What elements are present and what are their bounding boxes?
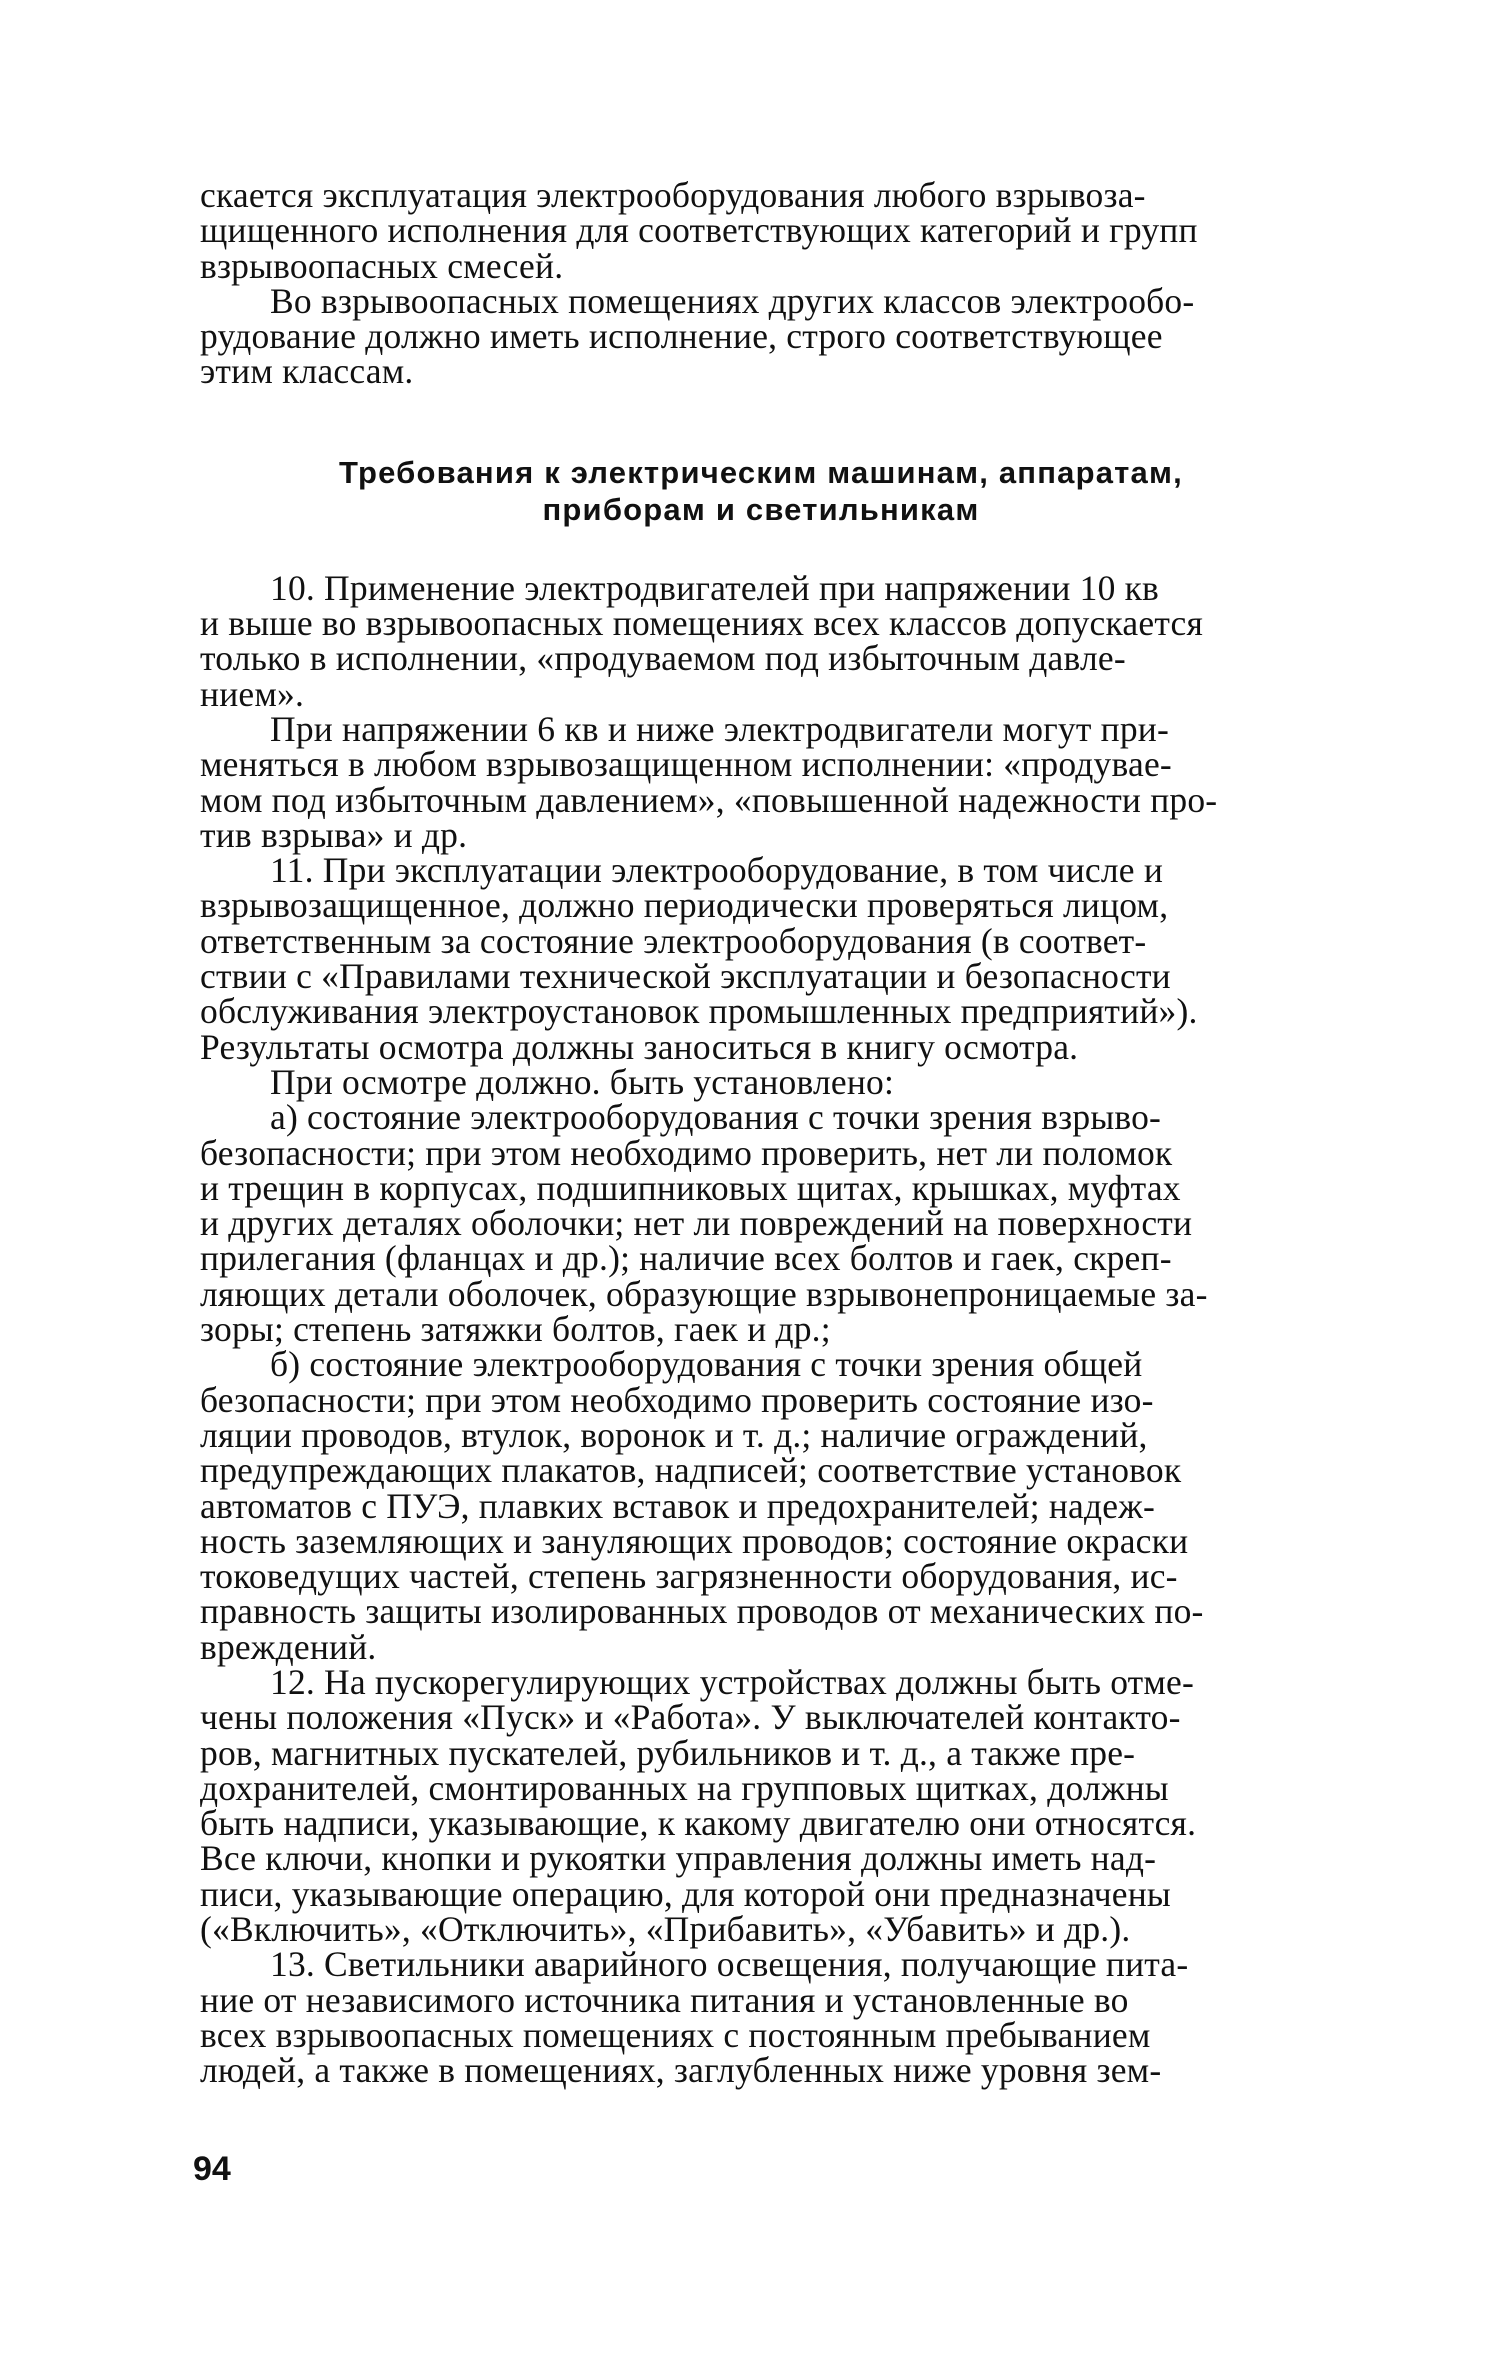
paragraph-intro-other-classes: Во взрывоопасных помещениях других классов электрообо- рудование должно иметь исполнение, строго соответствующее этим классам. [200,280,1195,392]
page-body [200,175,1322,2091]
paragraph-item-13: 13. Светильники аварийного освещения, получающие пита- ние от независимого источника питания и установленные во всех взрывоопасных помещениях с постоянным пребыванием людей, а также в помещениях, заглубленных ниже уровня зем- [200,1944,1189,2091]
paragraph-item-12: 12. На пускорегулирующих устройствах должны быть отме- чены положения «Пуск» и «Работа». У выключателей контакто- ров, магнитных пускателей, рубильников и т. д., а также пре- дохранителей, смонтированных на групповых щитках, должны быть надписи, указывающие, к какому двигателю они относятся. Все ключи, кнопки и рукоятки управления должны иметь над- писи, указывающие операцию, для которой они предназначены («Включить», «Отключить», «Прибавить», «Убавить» и др.). [200,1661,1197,1950]
paragraph-inspection-intro: При осмотре должно. быть установлено: [270,1061,895,1102]
section-heading: Требования к электрическим машинам, аппаратам, приборам и светильникам [339,454,1183,527]
paragraph-item-b: б) состояние электрооборудования с точки зрения общей безопасности; при этом необходимо проверить состояние изо- ляции проводов, втулок, воронок и т. д.; наличие ограждений, предупреждающих плакатов, надписей; соответствие установок автоматов с ПУЭ, плавких вставок и предохранителей; надеж- ность заземляющих и зануляющих проводов; состояние окраски токоведущих частей, степень загрязненности оборудования, ис- правность защиты изолированных проводов от механических по- вреждений. [200,1344,1204,1667]
paragraph-item-10: 10. Применение электродвигателей при напряжении 10 кв и выше во взрывоопасных помещениях всех классов допускается только в исполнении, «продуваемом под избыточным давле- нием». [200,567,1203,714]
paragraph-item-11: 11. При эксплуатации электрооборудование, в том числе и взрывозащищенное, должно периодически проверяться лицом, ответственным за состояние электрооборудования (в соответ- ствии с «Правилами технической эксплуатации и безопасности обслуживания электроустановок промышленных предприятий»). Результаты осмотра должны заноситься в книгу осмотра. [200,850,1198,1067]
paragraph-intro-continuation: скается эксплуатация электрооборудования любого взрывоза- щищенного исполнения для соответствующих категорий и групп взрывоопасных смесей. [200,175,1198,286]
paragraph-item-a: а) состояние электрооборудования с точки зрения взрыво- безопасности; при этом необходимо проверить, нет ли поломок и трещин в корпусах, подшипниковых щитах, крышках, муфтах и других деталях оболочки; нет ли повреждений на поверхности прилегания (фланцах и др.); наличие всех болтов и гаек, скреп- ляющих детали оболочек, образующие взрывонепроницаемые за- зоры; степень затяжки болтов, гаек и др.; [200,1097,1208,1350]
paragraph-voltage-6kv: При напряжении 6 кв и ниже электродвигатели могут при- меняться в любом взрывозащищенном исполнении: «продувае- мом под избыточным давлением», «повышенной надежности про- тив взрыва» и др. [200,708,1218,855]
page-number: 94 [193,2150,231,2188]
